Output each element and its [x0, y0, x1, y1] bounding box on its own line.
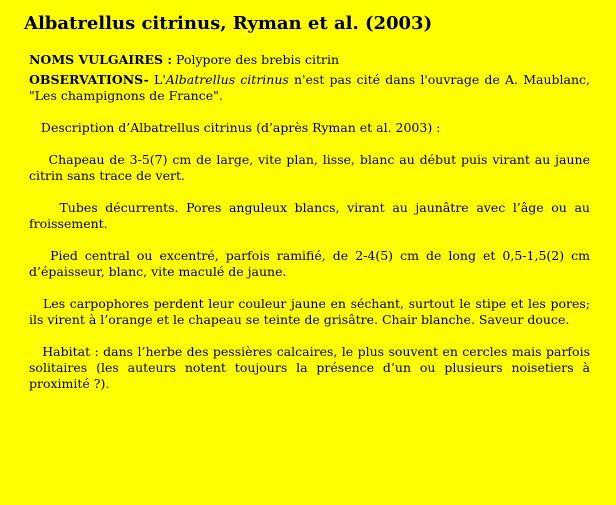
chapeau-paragraph: Chapeau de 3-5(7) cm de large, vite plan, lisse, blanc au début puis virant au jaune citrin sans trace de vert.	[29, 152, 594, 183]
carpophores-paragraph: Les carpophores perdent leur couleur jaune en séchant, surtout le stipe et les pores; ils virent à l’orange et le chapeau se teinte de grisâtre. Chair blanche. Saveur douce.	[29, 296, 594, 327]
common-names-label: NOMS VULGAIRES :	[29, 52, 173, 67]
document-content	[29, 52, 594, 392]
page-title: Albatrellus citrinus, Ryman et al. (2003)	[24, 13, 433, 34]
description-heading: Description d’Albatrellus citrinus (d’après Ryman et al. 2003) :	[29, 120, 441, 135]
observations-text: n'est pas cité dans l'ouvrage de A. Maublanc, "Les champignons de France".	[29, 72, 590, 103]
tubes-paragraph: Tubes décurrents. Pores anguleux blancs, virant au jaunâtre avec l’âge ou au froissement.	[29, 200, 594, 231]
observations-species: Albatrellus citrinus	[165, 72, 289, 87]
observations-pre: L'	[148, 72, 166, 87]
observations-label: OBSERVATIONS-	[29, 72, 149, 87]
pied-paragraph: Pied central ou excentré, parfois ramifié, de 2-4(5) cm de long et 0,5-1,5(2) cm d’épaisseur, blanc, vite maculé de jaune.	[29, 248, 594, 279]
common-names-value: Polypore des brebis citrin	[172, 52, 339, 67]
habitat-paragraph: Habitat : dans l’herbe des pessières calcaires, le plus souvent en cercles mais parfois solitaires (les auteurs notent toujours la présence d’un ou plusieurs noisetiers à proximité ?).	[29, 344, 594, 391]
observations-paragraph	[29, 72, 590, 104]
common-names-line	[29, 52, 590, 68]
